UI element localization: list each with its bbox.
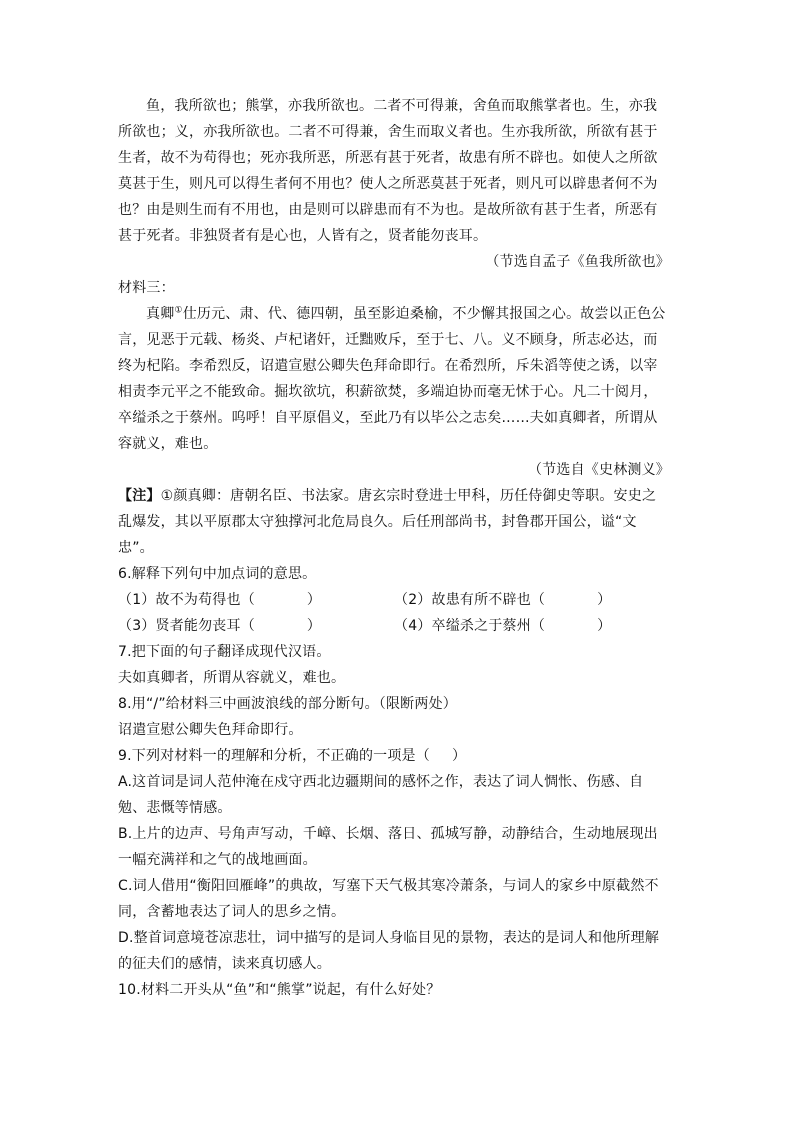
annotation-note <box>118 483 670 561</box>
question-9-option-d: D.整首词意境苍凉悲壮，词中描写的是词人身临目见的景物，表达的是词人和他所理解的征夫们的感情，读来真切感人。 <box>118 930 660 972</box>
question-8-sentence: 诏遣宣慰公卿失色拜命即行。 <box>118 722 303 738</box>
question-6-item-1: （1）故不为苟得也（ ） <box>118 592 322 608</box>
note-text: ①颜真卿：唐朝名臣、书法家。唐玄宗时登进士甲科，历任侍御史等职。安史之乱爆发，其以平原郡太守独撑河北危局良久。后任刑部尚书，封鲁郡开国公，谥“文忠”。 <box>118 488 657 556</box>
question-6-items <box>118 587 670 639</box>
question-6-stem: 6.解释下列句中加点词的意思。 <box>118 566 317 582</box>
exam-content <box>118 93 670 1003</box>
question-9-option-c: C.词人借用“衡阳回雁峰”的典故，写塞下天气极其寒冷萧条，与词人的家乡中原截然不同，含蓄地表达了词人的思乡之情。 <box>118 878 659 920</box>
note-label: 【注】 <box>118 488 161 504</box>
material3-source: （节选自《史林测义》 <box>528 462 670 478</box>
question-9-option-a: A.这首词是词人范仲淹在戍守西北边疆期间的感怀之作，表达了词人惆怅、伤感、自勉、悲慨等情感。 <box>118 774 644 816</box>
question-6-item-4: （4）卒缢杀之于蔡州（ ） <box>394 618 612 634</box>
question-7-sentence: 夫如真卿者，所谓从容就义，难也。 <box>118 670 346 686</box>
material2-source: （节选自孟子《鱼我所欲也》 <box>485 254 670 270</box>
question-9-option-b: B.上片的边声、号角声写动，千嶂、长烟、落日、孤城写静，动静结合，生动地展现出一幅充满祥和之气的战地画面。 <box>118 826 658 868</box>
footnote-marker: ① <box>174 305 183 316</box>
material3-passage <box>118 301 670 457</box>
question-8-stem: 8.用“/”给材料三中画波浪线的部分断句。（限断两处） <box>118 696 457 712</box>
material3-passage-rest: 仕历元、肃、代、德四朝，虽至影迫桑榆，不少懈其报国之心。故尝以正色公言，见恶于元载、杨炎、卢杞诸奸，迁黜败斥，至于七、八。义不顾身，所志必达，而终为杞陷。李希烈反，诏遣宣慰公卿失色拜命即行。在希烈所，斥朱滔等使之诱，以宰相责李元平之不能致命。掘坎欲坑，积薪欲焚，多端迫协而毫无怵于心。凡二十阅月，卒缢杀之于蔡州。呜呼！自平原倡义，至此乃有以毕公之志矣……夫如真卿者，所谓从容就义，难也。 <box>118 306 666 452</box>
question-6-item-2: （2）故患有所不辟也（ ） <box>394 592 612 608</box>
question-6-item-3: （3）贤者能勿丧耳（ ） <box>118 618 322 634</box>
material3-heading: 材料三： <box>118 280 175 296</box>
question-10-stem: 10.材料二开头从“鱼”和“熊掌”说起，有什么好处？ <box>118 982 441 998</box>
question-9-stem: 9.下列对材料一的理解和分析，不正确的一项是（ ） <box>118 748 467 764</box>
material2-passage: 鱼，我所欲也；熊掌，亦我所欲也。二者不可得兼，舍鱼而取熊掌者也。生，亦我所欲也；义，亦我所欲也。二者不可得兼，舍生而取义者也。生亦我所欲，所欲有甚于生者，故不为苟得也；死亦我所恶，所恶有甚于死者，故患有所不辟也。如使人之所欲莫甚于生，则凡可以得生者何不用也？使人之所恶莫甚于死者，则凡可以辟患者何不为也？由是则生而有不用也，由是则可以辟患而有不为也。是故所欲有甚于生者，所恶有甚于死者。非独贤者有是心也，人皆有之，贤者能勿丧耳。 <box>118 98 658 244</box>
question-7-stem: 7.把下面的句子翻译成现代汉语。 <box>118 644 331 660</box>
material3-passage-start: 真卿 <box>146 306 175 322</box>
